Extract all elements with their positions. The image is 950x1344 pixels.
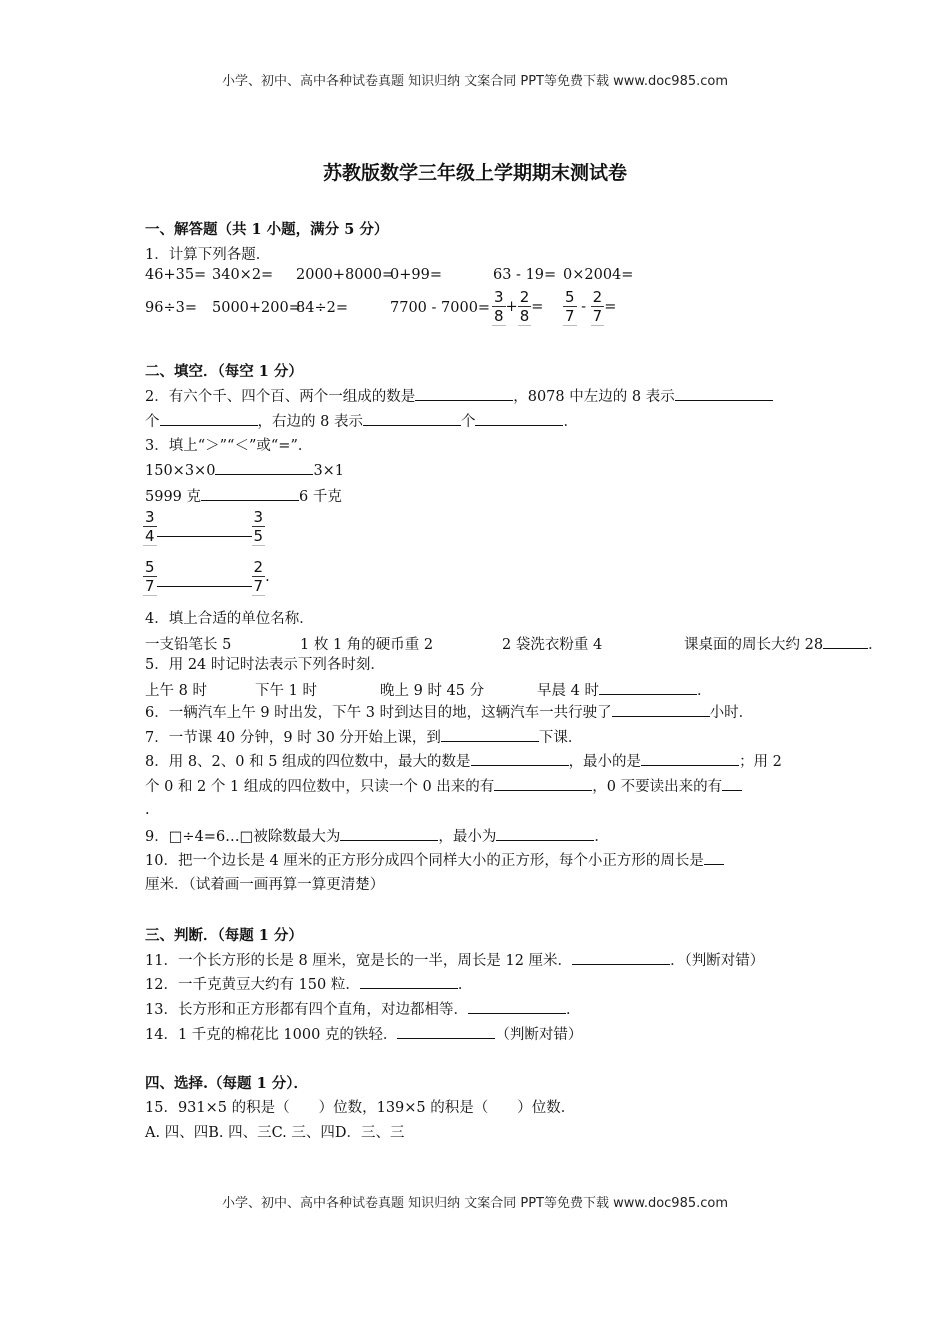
text: 课桌面的周长大约 28 — [684, 637, 824, 653]
fraction-sum — [492, 288, 543, 326]
answer-blank[interactable] — [572, 950, 670, 965]
text: 8．用 8、2、0 和 5 组成的四位数中，最大的数是 — [145, 754, 471, 770]
question-10-line-2: 厘米．（试着画一画再算一算更清楚） — [145, 877, 385, 893]
time-item: 下午 1 时 — [255, 683, 317, 699]
text: 早晨 4 时 — [537, 683, 599, 699]
question-2-line-2 — [145, 411, 578, 432]
calc: 46+35= — [145, 267, 207, 283]
text: ；用 2 — [739, 754, 782, 770]
text: （判断对错） — [495, 1027, 583, 1043]
numerator: 3 — [145, 508, 155, 526]
denominator: 4 — [145, 527, 155, 545]
text: ． — [457, 977, 473, 993]
text: 11．一个长方形的长是 8 厘米，宽是长的一半，周长是 12 厘米． — [145, 953, 573, 969]
text: 12．一千克黄豆大约有 150 粒． — [145, 977, 360, 993]
answer-blank[interactable] — [494, 776, 592, 791]
question-1: 1．计算下列各题． — [145, 247, 271, 263]
calc: 5000+200= — [212, 300, 301, 316]
answer-blank[interactable] — [360, 974, 458, 989]
text: 7．一节课 40 分钟，9 时 30 分开始上课，到 — [145, 730, 441, 746]
text: ，最小为 — [438, 829, 497, 845]
question-13 — [145, 999, 580, 1020]
text: 3×1 — [313, 463, 345, 479]
answer-blank[interactable] — [157, 536, 252, 537]
unit-item: 1 枚 1 角的硬币重 2 — [300, 637, 434, 653]
question-3: 3．填上“＞”“＜”或“=”． — [145, 438, 313, 454]
text: ，0 不要读出来的有 — [592, 779, 723, 795]
operator: - — [576, 299, 591, 315]
denominator: 7 — [565, 307, 575, 325]
denominator: 7 — [253, 577, 264, 595]
question-8-line-2 — [145, 776, 742, 797]
denominator: 8 — [494, 307, 504, 325]
question-15-options: A. 四、四B. 四、三C. 三、四D．三、三 — [145, 1125, 405, 1141]
text: 下课． — [538, 730, 583, 746]
calc: 84÷2= — [296, 300, 348, 316]
answer-blank[interactable] — [722, 776, 742, 791]
question-11 — [145, 950, 764, 971]
text: ． — [565, 1002, 581, 1018]
answer-blank[interactable] — [441, 727, 539, 742]
text: ，右边的 8 表示 — [257, 414, 363, 430]
time-item: 晚上 9 时 45 分 — [380, 683, 485, 699]
answer-blank[interactable] — [160, 411, 258, 426]
text: 6 千克 — [299, 489, 342, 505]
unit-item: 2 袋洗衣粉重 4 — [502, 637, 603, 653]
answer-blank[interactable] — [468, 999, 566, 1014]
compare-2 — [145, 486, 342, 507]
question-2-line-1 — [145, 386, 773, 407]
answer-blank[interactable] — [599, 680, 697, 695]
question-15: 15．931×5 的积是（ ）位数，139×5 的积是（ ）位数． — [145, 1100, 576, 1116]
calc: 0+99= — [390, 267, 442, 283]
numerator: 3 — [494, 288, 504, 306]
answer-blank[interactable] — [675, 386, 773, 401]
text: ． — [563, 414, 578, 430]
question-10-line-1 — [145, 850, 724, 871]
answer-blank[interactable] — [612, 702, 710, 717]
numerator: 2 — [592, 288, 603, 306]
text: 14．1 千克的棉花比 1000 克的铁轻． — [145, 1027, 398, 1043]
denominator: 7 — [592, 307, 603, 325]
answer-blank[interactable] — [201, 486, 299, 501]
section-2-heading: 二、填空．（每空 1 分） — [145, 363, 303, 380]
text: 小时． — [709, 705, 754, 721]
answer-blank[interactable] — [471, 751, 569, 766]
unit-item: 一支铅笔长 5 — [145, 637, 232, 653]
denominator: 7 — [145, 577, 155, 595]
question-8-line-3: . — [145, 802, 150, 818]
calc: 340×2= — [212, 267, 274, 283]
denominator: 5 — [253, 527, 264, 545]
equals: = — [531, 299, 544, 315]
compare-1 — [145, 460, 344, 481]
answer-blank[interactable] — [704, 850, 724, 865]
answer-blank[interactable] — [340, 826, 438, 841]
time-item — [537, 679, 711, 700]
answer-blank[interactable] — [641, 751, 739, 766]
numerator: 3 — [253, 508, 264, 526]
calc: 2000+8000= — [296, 267, 395, 283]
calc: 63 - 19= — [493, 267, 557, 283]
page-footer: 小学、初中、高中各种试卷真题 知识归纳 文案合同 PPT等免费下载 www.doc985.com — [221, 1196, 729, 1211]
question-14 — [145, 1024, 582, 1045]
text: ．（判断对错） — [670, 953, 765, 969]
calc: 0×2004= — [563, 267, 634, 283]
text: 13．长方形和正方形都有四个直角，对边都相等． — [145, 1002, 468, 1018]
text: 9．□÷4=6…□被除数最大为 — [145, 829, 341, 845]
page-header: 小学、初中、高中各种试卷真题 知识归纳 文案合同 PPT等免费下载 www.doc985.com — [221, 74, 729, 89]
numerator: 2 — [253, 558, 264, 576]
text: ． — [594, 829, 609, 845]
question-4: 4．填上合适的单位名称． — [145, 611, 314, 627]
calc: 7700 - 7000= — [390, 300, 491, 316]
text: 10．把一个边长是 4 厘米的正方形分成四个同样大小的正方形，每个小正方形的周长是 — [145, 853, 704, 869]
answer-blank[interactable] — [397, 1024, 495, 1039]
answer-blank[interactable] — [823, 634, 868, 649]
numerator: 2 — [519, 288, 530, 306]
section-3-heading: 三、判断．（每题 1 分） — [145, 927, 303, 944]
text: 150×3×0 — [145, 463, 216, 479]
fraction-diff — [563, 288, 616, 326]
answer-blank[interactable] — [415, 386, 513, 401]
section-4-heading: 四、选择.（每题 1 分）． — [145, 1075, 308, 1092]
text: 6．一辆汽车上午 9 时出发，下午 3 时到达目的地，这辆汽车一共行驶了 — [145, 705, 612, 721]
numerator: 5 — [145, 558, 155, 576]
denominator: 8 — [519, 307, 530, 325]
text: 5999 克 — [145, 489, 202, 505]
calc: 96÷3= — [145, 300, 197, 316]
answer-blank[interactable] — [496, 826, 594, 841]
answer-blank[interactable] — [215, 460, 313, 475]
question-9 — [145, 826, 609, 847]
answer-blank[interactable] — [475, 411, 563, 426]
text: . — [265, 569, 270, 585]
compare-4 — [143, 558, 270, 596]
text: 个 0 和 2 个 1 组成的四位数中，只读一个 0 出来的有 — [145, 779, 495, 795]
text: ． — [696, 683, 712, 699]
text: 个 — [145, 414, 160, 430]
text: ，最小的是 — [568, 754, 642, 770]
text: ，8078 中左边的 8 表示 — [513, 389, 675, 405]
equals: = — [604, 299, 617, 315]
question-7 — [145, 727, 582, 748]
unit-item — [684, 633, 883, 654]
question-6 — [145, 702, 753, 723]
answer-blank[interactable] — [363, 411, 461, 426]
page-title: 苏教版数学三年级上学期期末测试卷 — [322, 162, 627, 184]
operator: + — [505, 299, 518, 315]
compare-3 — [143, 508, 265, 546]
question-8-line-1 — [145, 751, 782, 772]
section-1-heading: 一、解答题（共 1 小题，满分 5 分） — [145, 221, 389, 238]
text: 2．有六个千、四个百、两个一组成的数是 — [145, 389, 416, 405]
time-item: 上午 8 时 — [145, 683, 207, 699]
question-5: 5．用 24 时记时法表示下列各时刻． — [145, 657, 385, 673]
text: ． — [868, 637, 883, 653]
answer-blank[interactable] — [157, 586, 252, 587]
numerator: 5 — [565, 288, 575, 306]
text: 个 — [460, 414, 476, 430]
question-12 — [145, 974, 472, 995]
